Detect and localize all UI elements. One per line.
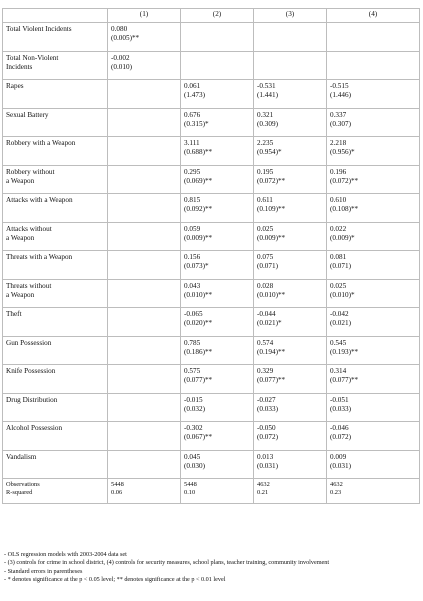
table-cell (181, 279, 254, 308)
table-row (3, 450, 420, 479)
row-label-line: Sexual Battery (6, 110, 49, 119)
coefficient: 0.295 (184, 167, 201, 176)
coefficient: 0.545 (330, 338, 347, 347)
coefficient: 0.025 (257, 224, 274, 233)
standard-error: (0.030) (184, 461, 205, 470)
column-header: (3) (254, 9, 327, 23)
standard-error: (0.033) (330, 404, 351, 413)
note-line: - (3) controls for crime in school district, (4) controls for security measures, school plans, teacher training, community involvement (4, 559, 330, 567)
standard-error: (0.010)* (330, 290, 355, 299)
table-cell (108, 422, 181, 451)
table-cell (327, 165, 420, 194)
r-squared-value: 0.10 (184, 489, 196, 496)
row-label (3, 422, 108, 451)
standard-error: (0.108)** (330, 205, 359, 213)
coefficient: 0.611 (257, 196, 273, 204)
standard-error: (0.315)* (184, 119, 209, 128)
r-squared-value: 0.06 (111, 489, 123, 496)
coefficient: -0.044 (257, 310, 276, 318)
table-cell (108, 308, 181, 337)
standard-error: (0.072)** (257, 176, 286, 185)
note-line: - * denotes significance at the p < 0.05 level; ** denotes significance at the p < 0.01 level (4, 575, 226, 583)
table-cell (181, 365, 254, 394)
row-label-line: Attacks without (6, 224, 52, 233)
table-cell (108, 23, 181, 52)
row-label (3, 450, 108, 479)
row-label-line: Threats with a Weapon (6, 253, 73, 261)
coefficient: -0.302 (184, 424, 203, 432)
coefficient: 0.575 (184, 367, 201, 375)
row-label-line: a Weapon (6, 233, 35, 242)
row-label-line: Incidents (6, 62, 33, 71)
standard-error: (0.010)** (184, 290, 213, 299)
coefficient: 0.081 (330, 253, 347, 261)
standard-error: (0.033) (257, 404, 278, 413)
coefficient: 0.337 (330, 110, 347, 119)
table-cell (254, 165, 327, 194)
standard-error: (0.031) (257, 461, 278, 470)
table-row (3, 165, 420, 194)
standard-error: (0.067)** (184, 433, 213, 441)
table-cell (327, 23, 420, 52)
row-label (3, 80, 108, 109)
stats-label (3, 479, 108, 504)
note-line: - OLS regression models with 2003-2004 data set (4, 551, 127, 558)
stats-label-line: R-squared (6, 489, 33, 496)
column-header: (2) (181, 9, 254, 23)
table-row (3, 80, 420, 109)
table-cell (254, 422, 327, 451)
table-cell (327, 108, 420, 137)
r-squared-value: 0.21 (257, 489, 269, 496)
coefficient: -0.065 (184, 310, 203, 318)
standard-error: (0.031) (330, 461, 351, 470)
row-label (3, 222, 108, 251)
row-label (3, 365, 108, 394)
table-row (3, 251, 420, 280)
coefficient: -0.531 (257, 82, 276, 90)
table-cell (254, 251, 327, 280)
standard-error: (0.954)* (257, 148, 282, 156)
table-cell (327, 251, 420, 280)
row-label-line: Threats without (6, 281, 52, 290)
row-label-line: Alcohol Possession (6, 424, 63, 432)
table-cell (181, 137, 254, 166)
row-label-line: a Weapon (6, 176, 35, 185)
standard-error: (1.473) (184, 91, 205, 99)
table-cell (108, 450, 181, 479)
coefficient: -0.015 (184, 395, 203, 404)
table-cell (108, 194, 181, 223)
coefficient: 2.235 (257, 139, 274, 147)
table-cell (327, 308, 420, 337)
table-cell (327, 137, 420, 166)
coefficient: 0.815 (184, 196, 201, 204)
table-cell (181, 108, 254, 137)
coefficient: 0.043 (184, 281, 201, 290)
table-cell (254, 450, 327, 479)
row-label (3, 336, 108, 365)
table-cell (254, 365, 327, 394)
row-label-line: Total Non-Violent (6, 53, 59, 62)
table-cell (254, 336, 327, 365)
observations-value: 4632 (330, 481, 343, 488)
standard-error: (0.077)** (330, 376, 359, 384)
row-label-line: Gun Possession (6, 338, 52, 347)
standard-error: (0.010)** (257, 290, 286, 299)
table-cell (181, 80, 254, 109)
row-label (3, 251, 108, 280)
table-cell (181, 422, 254, 451)
table-cell (327, 336, 420, 365)
table-row (3, 137, 420, 166)
table-cell (254, 222, 327, 251)
table-row (3, 422, 420, 451)
standard-error: (0.193)** (330, 347, 359, 356)
standard-error: (0.073)* (184, 262, 209, 270)
row-label (3, 279, 108, 308)
standard-error: (0.021)* (257, 319, 282, 327)
coefficient: -0.027 (257, 395, 276, 404)
table-cell (181, 393, 254, 422)
coefficient: 0.321 (257, 110, 274, 119)
table-cell (327, 393, 420, 422)
coefficient: 0.329 (257, 367, 274, 375)
table-cell (181, 450, 254, 479)
coefficient: 3.111 (184, 139, 200, 147)
observations-value: 4632 (257, 481, 270, 488)
table-row (3, 23, 420, 52)
coefficient: -0.515 (330, 82, 349, 90)
row-label-line: Total Violent Incidents (6, 25, 72, 33)
coefficient: 0.022 (330, 224, 347, 233)
table-row (3, 108, 420, 137)
standard-error: (0.077)** (184, 376, 213, 384)
row-label-line: Attacks with a Weapon (6, 196, 73, 204)
table-cell (327, 365, 420, 394)
table-cell (327, 222, 420, 251)
coefficient: -0.042 (330, 310, 349, 318)
coefficient: 0.156 (184, 253, 201, 261)
r-squared-value: 0.23 (330, 489, 342, 496)
table-cell (254, 108, 327, 137)
row-label (3, 194, 108, 223)
coefficient: 0.059 (184, 224, 201, 233)
table-cell (108, 393, 181, 422)
table-cell (181, 165, 254, 194)
standard-error: (0.009)** (184, 233, 213, 242)
row-label-line: a Weapon (6, 290, 35, 299)
table-cell (181, 23, 254, 52)
coefficient: 0.574 (257, 338, 274, 347)
row-label-line: Rapes (6, 82, 24, 90)
coefficient: 2.218 (330, 139, 347, 147)
table-cell (254, 393, 327, 422)
table-cell (181, 194, 254, 223)
standard-error: (0.005)** (111, 34, 140, 42)
table-cell (254, 80, 327, 109)
table-row (3, 336, 420, 365)
standard-error: (0.021) (330, 319, 351, 327)
table-cell (181, 308, 254, 337)
table-row (3, 393, 420, 422)
table-body (3, 9, 420, 504)
row-label (3, 393, 108, 422)
standard-error: (0.077)** (257, 376, 286, 384)
standard-error: (0.688)** (184, 148, 213, 156)
coefficient: 0.045 (184, 452, 201, 461)
standard-error: (0.194)** (257, 347, 286, 356)
row-label (3, 137, 108, 166)
stats-cell (254, 479, 327, 504)
table-row (3, 194, 420, 223)
table-row (3, 308, 420, 337)
note-line: - Standard errors in parentheses (4, 567, 83, 575)
standard-error: (0.010) (111, 62, 132, 71)
standard-error: (0.092)** (184, 205, 213, 213)
table-cell (254, 194, 327, 223)
standard-error: (0.072)** (330, 176, 359, 185)
table-row (3, 51, 420, 80)
standard-error: (0.307) (330, 119, 351, 128)
table-cell (108, 137, 181, 166)
standard-error: (0.072) (330, 433, 351, 441)
stats-cell (181, 479, 254, 504)
table-cell (254, 137, 327, 166)
table-cell (327, 51, 420, 80)
table-row (3, 365, 420, 394)
header-row (3, 9, 420, 23)
row-label (3, 165, 108, 194)
coefficient: -0.002 (111, 53, 130, 62)
observations-value: 5448 (111, 481, 124, 488)
row-label-line: Drug Distribution (6, 395, 58, 404)
table-notes (4, 551, 419, 584)
table-cell (181, 222, 254, 251)
standard-error: (0.071) (330, 262, 351, 270)
standard-error: (0.069)** (184, 176, 213, 185)
standard-error: (0.009)* (330, 233, 355, 242)
standard-error: (0.071) (257, 262, 278, 270)
table-row (3, 222, 420, 251)
coefficient: 0.075 (257, 253, 274, 261)
table-cell (327, 80, 420, 109)
coefficient: -0.050 (257, 424, 276, 432)
table-cell (108, 80, 181, 109)
table-cell (254, 279, 327, 308)
column-header: (1) (108, 9, 181, 23)
standard-error: (1.441) (257, 91, 278, 99)
standard-error: (0.009)** (257, 233, 286, 242)
coefficient: 0.061 (184, 82, 201, 90)
coefficient: 0.025 (330, 281, 347, 290)
regression-table (2, 8, 420, 504)
coefficient: 0.028 (257, 281, 274, 290)
row-label (3, 308, 108, 337)
row-label (3, 23, 108, 52)
coefficient: 0.009 (330, 452, 347, 461)
standard-error: (0.020)** (184, 319, 213, 327)
standard-error: (0.956)* (330, 148, 355, 156)
column-header: (4) (327, 9, 420, 23)
table-cell (327, 450, 420, 479)
table-row (3, 279, 420, 308)
table-cell (181, 51, 254, 80)
standard-error: (1.446) (330, 91, 351, 99)
coefficient: 0.314 (330, 367, 347, 375)
table-cell (108, 365, 181, 394)
table-cell (327, 194, 420, 223)
row-label-line: Vandalism (6, 452, 37, 461)
row-label-line: Knife Possession (6, 367, 56, 375)
column-header (3, 9, 108, 23)
row-label-line: Robbery without (6, 167, 55, 176)
stats-cell (108, 479, 181, 504)
coefficient: 0.196 (330, 167, 347, 176)
table-cell (108, 279, 181, 308)
row-label (3, 108, 108, 137)
table-cell (108, 51, 181, 80)
stats-cell (327, 479, 420, 504)
row-label-line: Theft (6, 310, 22, 318)
standard-error: (0.109)** (257, 205, 286, 213)
table-cell (254, 51, 327, 80)
table-cell (108, 336, 181, 365)
coefficient: 0.610 (330, 196, 347, 204)
observations-value: 5448 (184, 481, 197, 488)
standard-error: (0.309) (257, 119, 278, 128)
standard-error: (0.072) (257, 433, 278, 441)
coefficient: 0.013 (257, 452, 274, 461)
table-cell (181, 251, 254, 280)
stats-label-line: Observations (6, 481, 40, 488)
table-cell (327, 279, 420, 308)
table-cell (254, 23, 327, 52)
coefficient: -0.051 (330, 395, 349, 404)
table-cell (327, 422, 420, 451)
table-cell (108, 251, 181, 280)
stats-row (3, 479, 420, 504)
table-cell (108, 165, 181, 194)
coefficient: -0.046 (330, 424, 349, 432)
table-cell (181, 336, 254, 365)
standard-error: (0.186)** (184, 347, 213, 356)
table-cell (108, 222, 181, 251)
coefficient: 0.080 (111, 25, 128, 33)
coefficient: 0.195 (257, 167, 274, 176)
table-cell (254, 308, 327, 337)
standard-error: (0.032) (184, 404, 205, 413)
row-label (3, 51, 108, 80)
coefficient: 0.785 (184, 338, 201, 347)
coefficient: 0.676 (184, 110, 201, 119)
row-label-line: Robbery with a Weapon (6, 139, 76, 147)
table-cell (108, 108, 181, 137)
